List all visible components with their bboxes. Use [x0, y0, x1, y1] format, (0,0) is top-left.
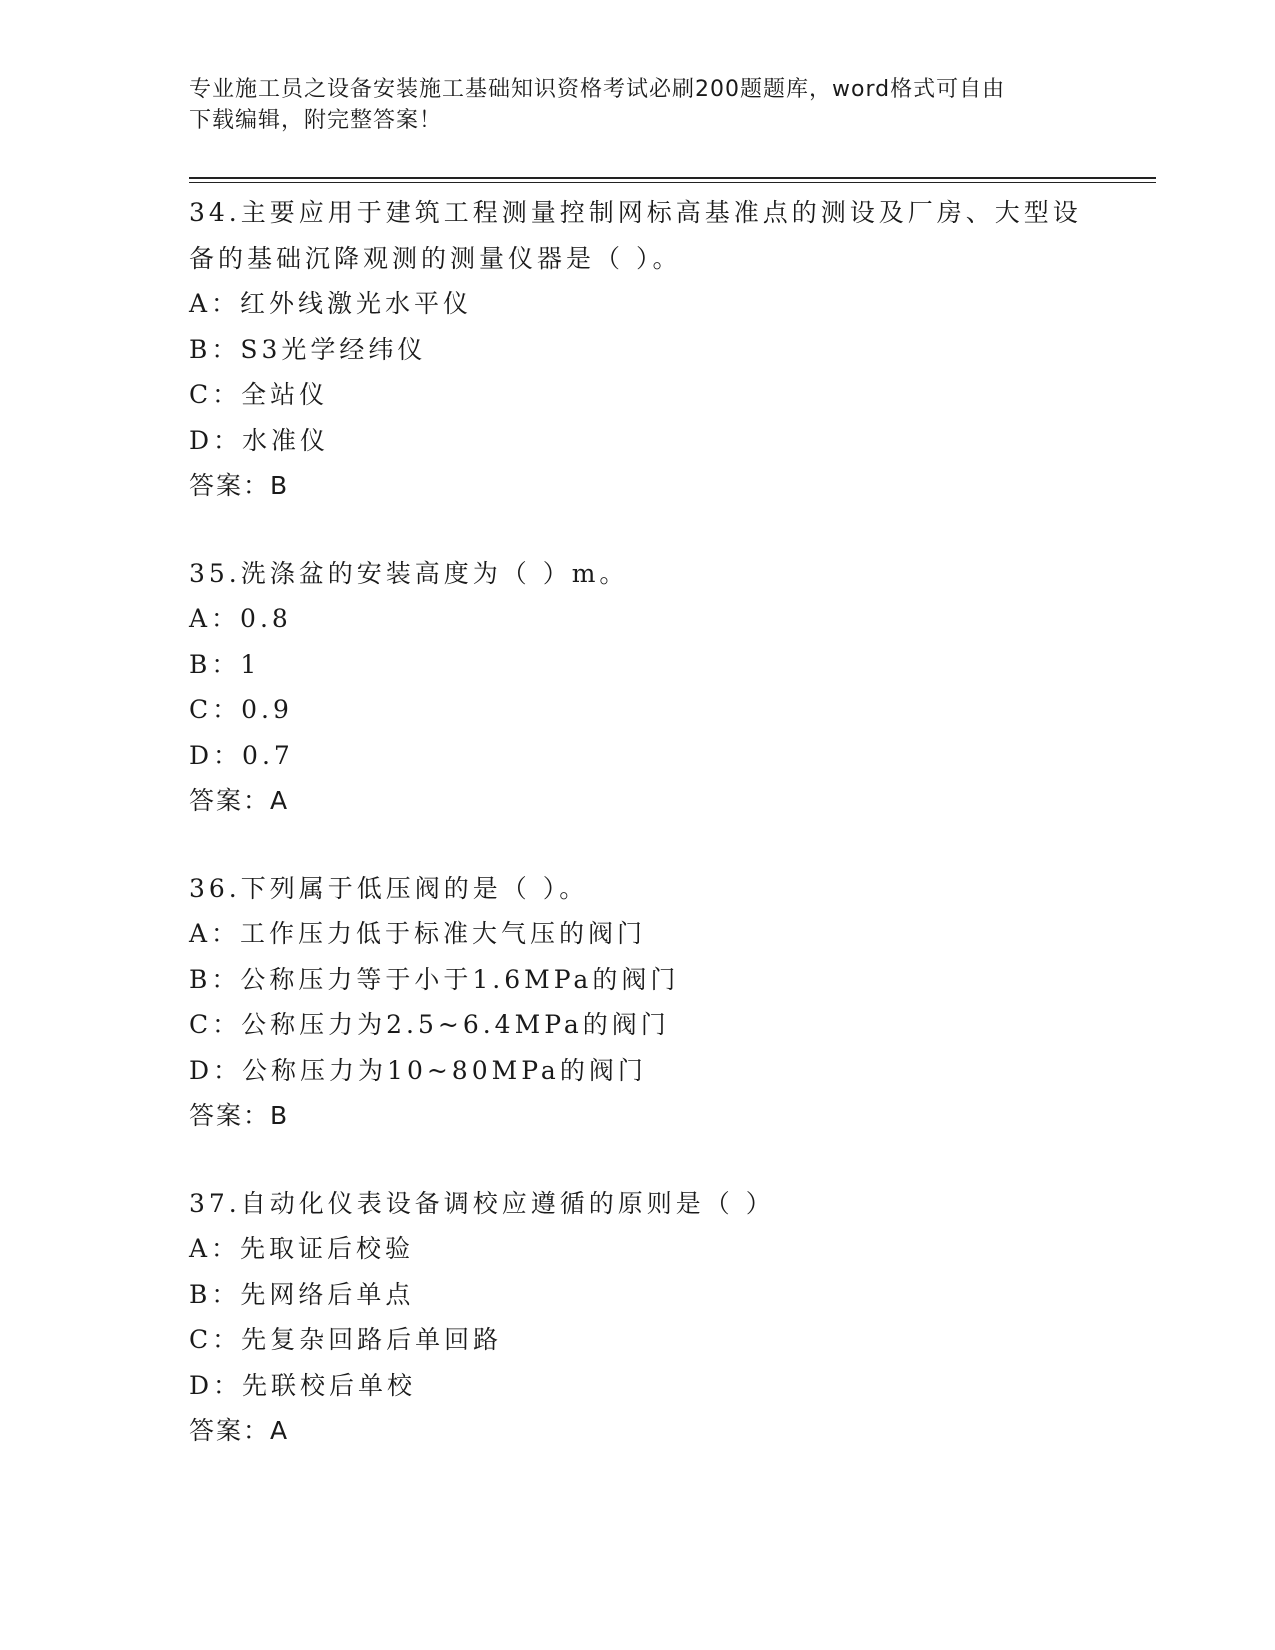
- answer-line: 答案：A: [189, 786, 290, 815]
- option-a: A：先取证后校验: [189, 1234, 415, 1263]
- option-c: C：0.9: [189, 695, 293, 724]
- question-37: [189, 1181, 1089, 1454]
- option-b: B：先网络后单点: [189, 1279, 415, 1309]
- option-d: D：先联校后单校: [189, 1370, 417, 1400]
- question-stem-line: 35.洗涤盆的安装高度为（ ）m。: [189, 558, 629, 588]
- option-c: C：公称压力为2.5~6.4MPa的阀门: [189, 1010, 670, 1039]
- question-34: [189, 190, 1089, 509]
- header-divider-thin: [189, 182, 1156, 183]
- question-list: [189, 190, 1089, 1496]
- option-d: D：公称压力为10~80MPa的阀门: [189, 1055, 647, 1085]
- question-stem-line: 备的基础沉降观测的测量仪器是（ ）。: [189, 243, 682, 273]
- option-a: A：工作压力低于标准大气压的阀门: [189, 919, 647, 948]
- question-stem-line: 36.下列属于低压阀的是（ ）。: [189, 873, 589, 903]
- option-d: D：水准仪: [189, 425, 330, 455]
- header-line-2: 下载编辑，附完整答案！: [189, 108, 443, 133]
- option-c: C：全站仪: [189, 380, 329, 409]
- option-b: B：S3光学经纬仪: [189, 334, 427, 364]
- question-35: [189, 551, 1089, 824]
- document-header: [189, 74, 1069, 136]
- header-line-1: 专业施工员之设备安装施工基础知识资格考试必刷200题题库，word格式可自由: [189, 77, 1006, 102]
- question-36: [189, 866, 1089, 1139]
- option-a: A：0.8: [189, 604, 292, 633]
- answer-line: 答案：B: [189, 1101, 290, 1130]
- option-a: A：红外线激光水平仪: [189, 289, 473, 318]
- answer-line: 答案：A: [189, 1416, 290, 1445]
- question-stem-line: 34.主要应用于建筑工程测量控制网标高基准点的测设及厂房、大型设: [189, 198, 1082, 227]
- option-b: B：公称压力等于小于1.6MPa的阀门: [189, 964, 680, 994]
- option-c: C：先复杂回路后单回路: [189, 1325, 503, 1354]
- header-divider-thick: [189, 177, 1156, 179]
- question-stem-line: 37.自动化仪表设备调校应遵循的原则是（ ）: [189, 1188, 775, 1218]
- option-d: D：0.7: [189, 740, 294, 770]
- answer-line: 答案：B: [189, 471, 290, 500]
- option-b: B：1: [189, 649, 261, 679]
